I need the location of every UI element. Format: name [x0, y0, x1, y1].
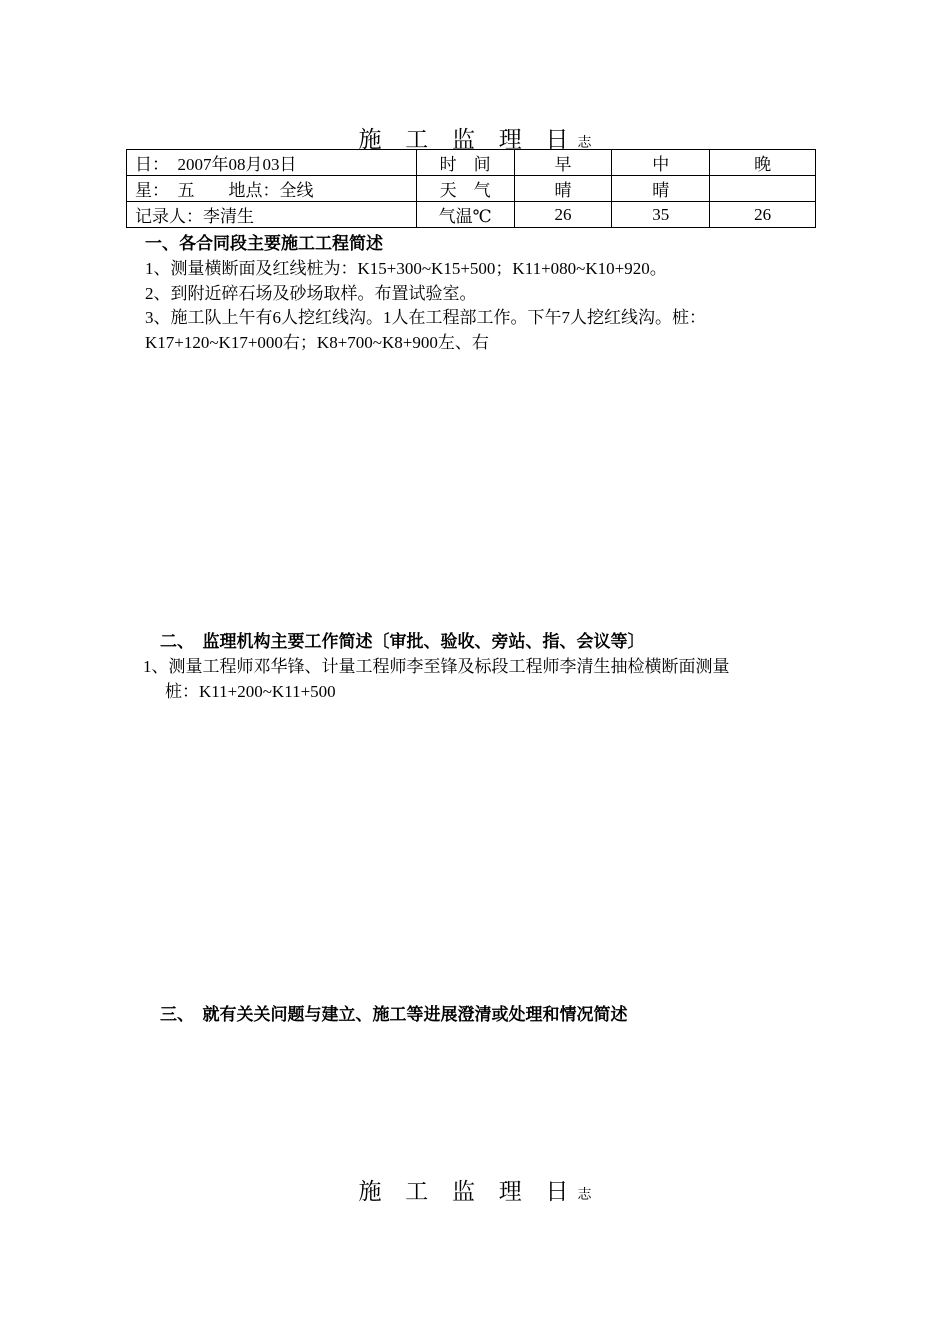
time-label: 时 间 [416, 150, 514, 176]
weather-noon: 晴 [612, 176, 710, 202]
table-row [127, 202, 816, 228]
noon-header: 中 [612, 150, 710, 176]
weather-evening [710, 176, 816, 202]
section1-heading: 一、各合同段主要施工工程简述 [145, 234, 383, 253]
table-row [127, 176, 816, 202]
section2-line: 桩：K11+200~K11+500 [165, 682, 336, 701]
section2-line: 1、测量工程师邓华锋、计量工程师李至锋及标段工程师李清生抽检横断面测量 [143, 657, 730, 676]
date-cell: 日： 2007年08月03日 [127, 150, 417, 176]
morning-header: 早 [514, 150, 612, 176]
weather-label: 天 气 [416, 176, 514, 202]
evening-header: 晚 [710, 150, 816, 176]
page-title: 施 工 监 理 日志 [358, 127, 592, 152]
log-info-table [126, 149, 816, 228]
recorder-cell: 记录人：李清生 [127, 202, 417, 228]
section1-line: 3、施工队上午有6人挖红线沟。1人在工程部工作。下午7人挖红线沟。桩： [145, 308, 706, 327]
section1-line: 1、测量横断面及红线桩为：K15+300~K15+500；K11+080~K10+920。 [145, 259, 667, 278]
section2-heading: 二、 监理机构主要工作简述〔审批、验收、旁站、指、会议等〕 [160, 632, 645, 651]
temperature-morning: 26 [514, 202, 612, 228]
section1-line: 2、到附近碎石场及砂场取样。布置试验室。 [145, 284, 477, 303]
temperature-evening: 26 [710, 202, 816, 228]
footer-page-title: 施 工 监 理 日志 [358, 1179, 592, 1204]
table-row [127, 150, 816, 176]
weekday-location-cell: 星： 五 地点：全线 [127, 176, 417, 202]
section1-line: K17+120~K17+000右；K8+700~K8+900左、右 [145, 333, 489, 352]
weather-morning: 晴 [514, 176, 612, 202]
temperature-label: 气温℃ [416, 202, 514, 228]
section3-heading: 三、 就有关关问题与建立、施工等进展澄清或处理和情况简述 [160, 1005, 628, 1024]
temperature-noon: 35 [612, 202, 710, 228]
